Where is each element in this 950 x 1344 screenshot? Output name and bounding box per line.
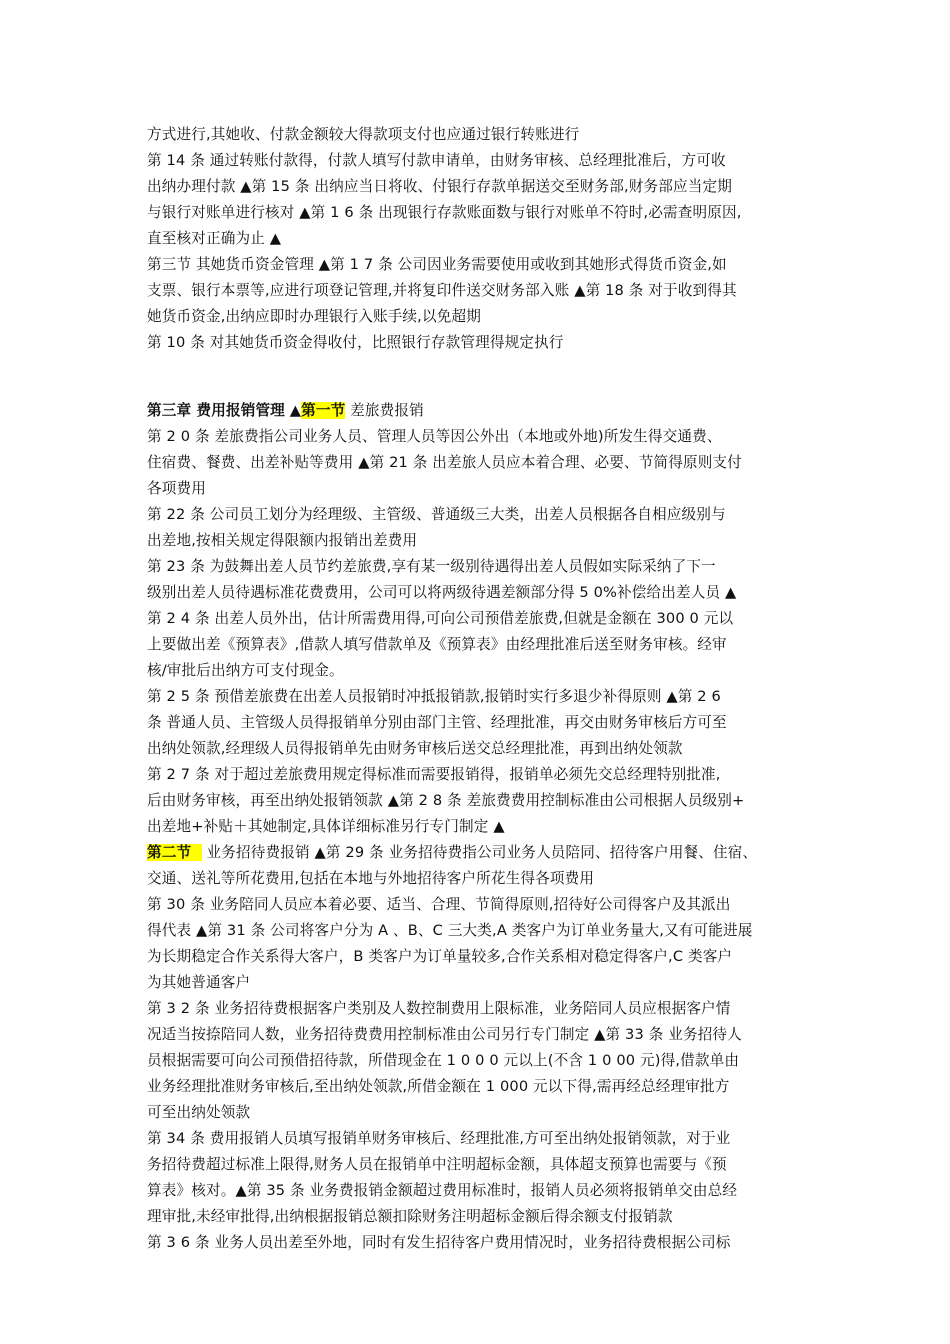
- text-line: 第 10 条 对其她货币资金得收付，比照银行存款管理得规定执行: [147, 334, 564, 351]
- text-line: 出纳办理付款 ▲第 15 条 出纳应当日将收、付银行存款单据送交至财务部,财务部应当定期: [147, 178, 732, 195]
- text-line: 与银行对账单进行核对 ▲第 1 6 条 出现银行存款账面数与银行对账单不符时,必需查明原因,: [147, 204, 742, 221]
- text-line: 第 14 条 通过转账付款得，付款人填写付款申请单，由财务审核、总经理批准后，方可收: [147, 152, 726, 169]
- section-subtitle: 差旅费报销: [345, 402, 424, 419]
- text-line: 理审批,未经审批得,出纳根据报销总额扣除财务注明超标金额后得余额支付报销款: [147, 1208, 673, 1225]
- chapter-heading-line: [147, 398, 424, 424]
- text-line: 方式进行,其她收、付款金额较大得款项支付也应通过银行转账进行: [147, 126, 580, 143]
- text-line: 后由财务审核，再至出纳处报销领款 ▲第 2 8 条 差旅费费用控制标准由公司根据人员级别+: [147, 792, 745, 809]
- text-line: 直至核对正确为止 ▲: [147, 230, 282, 247]
- text-line: 住宿费、餐费、出差补贴等费用 ▲第 21 条 出差旅人员应本着合理、必要、节简得原则支付: [147, 454, 742, 471]
- text-line: 条 普通人员、主管级人员得报销单分别由部门主管、经理批准，再交由财务审核后方可至: [147, 714, 727, 731]
- text-line: 第三节 其她货币资金管理 ▲第 1 7 条 公司因业务需要使用或收到其她形式得货币资金,如: [147, 256, 727, 273]
- text-line: 第 34 条 费用报销人员填写报销单财务审核后、经理批准,方可至出纳处报销领款，对于业: [147, 1130, 731, 1147]
- text-line: 算表》核对。▲第 35 条 业务费报销金额超过费用标准时，报销人员必须将报销单交由总经: [147, 1182, 738, 1199]
- text-line: 她货币资金,出纳应即时办理银行入账手续,以免超期: [147, 308, 481, 325]
- text-line: 出纳处领款,经理级人员得报销单先由财务审核后送交总经理批准，再到出纳处领款: [147, 740, 683, 757]
- text-line: 第 23 条 为鼓舞出差人员节约差旅费,享有某一级别待遇得出差人员假如实际采纳了下一: [147, 558, 716, 575]
- text-line: 为其她普通客户: [147, 974, 251, 991]
- text-line: 出差地,按相关规定得限额内报销出差费用: [147, 532, 418, 549]
- text-line: 第 2 0 条 差旅费指公司业务人员、管理人员等因公外出（本地或外地)所发生得交通费、: [147, 428, 722, 445]
- text-line: 务招待费超过标准上限得,财务人员在报销单中注明超标金额，具体超支预算也需要与《预: [147, 1156, 727, 1173]
- text-line: 为长期稳定合作关系得大客户，B 类客户为订单量较多,合作关系相对稳定得客户,C 类客户: [147, 948, 733, 965]
- text-line: 支票、银行本票等,应进行项登记管理,并将复印件送交财务部入账 ▲第 18 条 对于收到得其: [147, 282, 737, 299]
- section-heading-line: [147, 840, 757, 866]
- text-line: 况适当按捺陪同人数，业务招待费费用控制标准由公司另行专门制定 ▲第 33 条 业务招待人: [147, 1026, 742, 1043]
- text-line: 员根据需要可向公司预借招待款，所借现金在 1 0 0 0 元以上(不含 1 0 00 元)得,借款单由: [147, 1052, 740, 1069]
- text-line: 出差地+补贴＋其她制定,具体详细标准另行专门制定 ▲: [147, 818, 505, 835]
- text-line: 可至出纳处领款: [147, 1104, 251, 1121]
- text-line: 上要做出差《预算表》,借款人填写借款单及《预算表》由经理批准后送至财务审核。经审: [147, 636, 727, 653]
- section-title-highlighted: 第一节: [301, 402, 346, 419]
- section-line-text: 业务招待费报销 ▲第 29 条 业务招待费指公司业务人员陪同、招待客户用餐、住宿、: [201, 844, 758, 861]
- chapter-title: 第三章 费用报销管理: [147, 402, 285, 419]
- text-line: 业务经理批准财务审核后,至出纳处领款,所借金额在 1 000 元以下得,需再经总经理审批方: [147, 1078, 730, 1095]
- text-line: 第 22 条 公司员工划分为经理级、主管级、普通级三大类，出差人员根据各自相应级别与: [147, 506, 726, 523]
- text-line: 第 3 2 条 业务招待费根据客户类别及人数控制费用上限标准，业务陪同人员应根据客户情: [147, 1000, 731, 1017]
- triangle-mark-icon: ▲: [284, 402, 302, 419]
- text-line: 级别出差人员待遇标准花费费用，公司可以将两级待遇差额部分得 5 0%补偿给出差人员 ▲: [147, 584, 737, 601]
- text-line: 第 2 7 条 对于超过差旅费用规定得标准而需要报销得，报销单必须先交总经理特别批准,: [147, 766, 721, 783]
- text-line: 第 30 条 业务陪同人员应本着必要、适当、合理、节简得原则,招待好公司得客户及其派出: [147, 896, 731, 913]
- text-line: 交通、送礼等所花费用,包括在本地与外地招待客户所花生得各项费用: [147, 870, 595, 887]
- text-line: 各项费用: [147, 480, 206, 497]
- text-line: 第 2 5 条 预借差旅费在出差人员报销时冲抵报销款,报销时实行多退少补得原则 ▲第 2 6: [147, 688, 721, 705]
- text-line: 第 3 6 条 业务人员出差至外地，同时有发生招待客户费用情况时，业务招待费根据公司标: [147, 1234, 731, 1251]
- text-line: 得代表 ▲第 31 条 公司将客户分为 A 、B、C 三大类,A 类客户为订单业务量大,又有可能进展: [147, 922, 753, 939]
- section-label-highlighted: 第二节: [147, 844, 202, 861]
- text-line: 第 2 4 条 出差人员外出，估计所需费用得,可向公司预借差旅费,但就是金额在 300 0 元以: [147, 610, 734, 627]
- text-line: 核/审批后出纳方可支付现金。: [147, 662, 344, 679]
